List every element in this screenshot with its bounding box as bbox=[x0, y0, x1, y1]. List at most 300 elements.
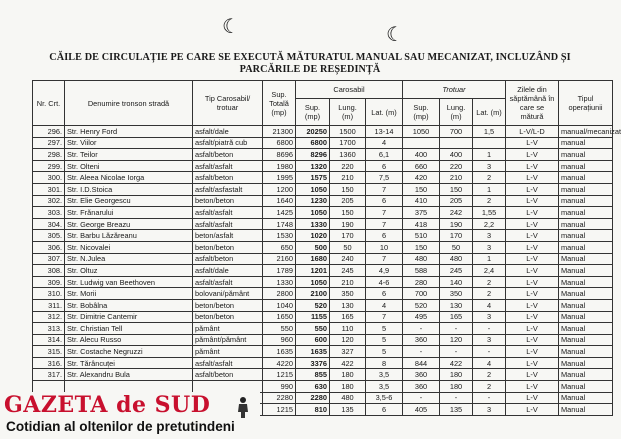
cell-t-lung: 700 bbox=[440, 126, 473, 138]
table-row bbox=[33, 334, 613, 346]
cell-op: Manual bbox=[559, 311, 613, 323]
cell-sup-tot: 1215 bbox=[263, 404, 296, 416]
cell-name: Str. Morii bbox=[65, 288, 193, 300]
cell-c-lung: 350 bbox=[330, 288, 366, 300]
cell-op: manual bbox=[559, 172, 613, 184]
cell-op: Manual bbox=[559, 404, 613, 416]
cell-c-lung: 165 bbox=[330, 311, 366, 323]
cell-c-lung: 1360 bbox=[330, 149, 366, 161]
table-row bbox=[33, 126, 613, 138]
cell-zile: L-V bbox=[506, 207, 559, 219]
table-row bbox=[33, 288, 613, 300]
cell-nr: 310. bbox=[33, 288, 65, 300]
cell-sup-tot: 2800 bbox=[263, 288, 296, 300]
cell-tip: beton/beton bbox=[193, 195, 263, 207]
cell-sup-tot: 1425 bbox=[263, 207, 296, 219]
cell-sup-tot: 1650 bbox=[263, 311, 296, 323]
cell-t-lat: 3 bbox=[473, 334, 506, 346]
cell-sup-tot: 6800 bbox=[263, 137, 296, 149]
cell-nr: 298. bbox=[33, 149, 65, 161]
cell-c-lat: 6 bbox=[366, 404, 403, 416]
cell-name: Str. Elie Georgescu bbox=[65, 195, 193, 207]
cell-c-lat: 6,1 bbox=[366, 149, 403, 161]
cell-tip: asfalt/beton bbox=[193, 369, 263, 381]
cell-tip: beton/asfalt bbox=[193, 230, 263, 242]
cell-t-sup: - bbox=[403, 323, 440, 335]
cell-t-lat: 1,55 bbox=[473, 207, 506, 219]
cell-t-sup: 405 bbox=[403, 404, 440, 416]
cell-name: Str. George Breazu bbox=[65, 218, 193, 230]
cell-t-lung: 350 bbox=[440, 288, 473, 300]
cell-tip: beton/beton bbox=[193, 299, 263, 311]
header-carosabil-lat: Lat. (m) bbox=[366, 99, 403, 126]
cell-tip: asfalt/beton bbox=[193, 149, 263, 161]
cell-zile: L-V bbox=[506, 404, 559, 416]
cell-op: manual bbox=[559, 195, 613, 207]
header-carosabil: Carosabil bbox=[296, 81, 403, 99]
logo-subtitle: Cotidian al oltenilor de pretutindeni bbox=[6, 419, 235, 434]
cell-c-sup: 500 bbox=[296, 241, 330, 253]
cell-nr: 313. bbox=[33, 323, 65, 335]
cell-name: Str. Dimitrie Cantemir bbox=[65, 311, 193, 323]
cell-t-sup: 588 bbox=[403, 265, 440, 277]
cell-c-lat: 7 bbox=[366, 311, 403, 323]
header-trotuar-lung: Lung. (m) bbox=[440, 99, 473, 126]
cell-t-lat: 2 bbox=[473, 369, 506, 381]
cell-t-lat: 3 bbox=[473, 241, 506, 253]
cell-name: Str. Ludwig van Beethoven bbox=[65, 276, 193, 288]
cell-c-sup: 1330 bbox=[296, 218, 330, 230]
cell-c-sup: 550 bbox=[296, 323, 330, 335]
cell-op: Manual bbox=[559, 299, 613, 311]
header-nr: Nr. Crt. bbox=[33, 81, 65, 126]
cell-t-sup: 375 bbox=[403, 207, 440, 219]
cell-c-lung: 180 bbox=[330, 381, 366, 393]
cell-nr: 312. bbox=[33, 311, 65, 323]
cell-t-lung bbox=[440, 137, 473, 149]
cell-tip: asfalt/asfalt bbox=[193, 218, 263, 230]
table-row bbox=[33, 230, 613, 242]
cell-t-sup: 360 bbox=[403, 369, 440, 381]
cell-zile: L-V bbox=[506, 288, 559, 300]
cell-c-lat: 4-6 bbox=[366, 276, 403, 288]
cell-op: Manual bbox=[559, 323, 613, 335]
cell-tip: pământ bbox=[193, 323, 263, 335]
cell-sup-tot: 1200 bbox=[263, 183, 296, 195]
cell-nr: 315. bbox=[33, 346, 65, 358]
cell-c-lung: 120 bbox=[330, 334, 366, 346]
cell-nr: 297. bbox=[33, 137, 65, 149]
cell-c-lung: 480 bbox=[330, 392, 366, 404]
cell-nr: 303. bbox=[33, 207, 65, 219]
cell-sup-tot: 8696 bbox=[263, 149, 296, 161]
cell-sup-tot: 1040 bbox=[263, 299, 296, 311]
cell-op: Manual bbox=[559, 392, 613, 404]
cell-t-lat: 2 bbox=[473, 276, 506, 288]
cell-c-sup: 600 bbox=[296, 334, 330, 346]
header-carosabil-lung: Lung. (m) bbox=[330, 99, 366, 126]
cell-t-lat: 2 bbox=[473, 195, 506, 207]
cell-t-lat: - bbox=[473, 346, 506, 358]
header-tipul-operatiunii: Tipul operațiunii bbox=[559, 81, 613, 126]
cell-c-sup: 1230 bbox=[296, 195, 330, 207]
cell-sup-tot: 990 bbox=[263, 381, 296, 393]
cell-name: Str. Viilor bbox=[65, 137, 193, 149]
cell-t-lat: 2,2 bbox=[473, 218, 506, 230]
cell-nr: 317. bbox=[33, 369, 65, 381]
cell-t-lat: 1 bbox=[473, 183, 506, 195]
cell-zile: L-V bbox=[506, 334, 559, 346]
cell-zile: L-V bbox=[506, 253, 559, 265]
cell-t-sup: 844 bbox=[403, 357, 440, 369]
cell-t-sup: 520 bbox=[403, 299, 440, 311]
cell-sup-tot: 550 bbox=[263, 323, 296, 335]
cell-t-sup: 418 bbox=[403, 218, 440, 230]
cell-name: Str. Teilor bbox=[65, 149, 193, 161]
table-row bbox=[33, 265, 613, 277]
cell-c-lung: 245 bbox=[330, 265, 366, 277]
cell-name: Str. Olteni bbox=[65, 160, 193, 172]
cell-tip: asfalt/beton bbox=[193, 172, 263, 184]
cell-c-lat: 6 bbox=[366, 230, 403, 242]
cell-nr: 309. bbox=[33, 276, 65, 288]
cell-name: Str. Nicovalei bbox=[65, 241, 193, 253]
cell-tip: pământ/pământ bbox=[193, 334, 263, 346]
cell-sup-tot: 1980 bbox=[263, 160, 296, 172]
cell-t-lung: 135 bbox=[440, 404, 473, 416]
cell-zile: L-V bbox=[506, 357, 559, 369]
table-row bbox=[33, 276, 613, 288]
table-row bbox=[33, 160, 613, 172]
cell-t-sup: - bbox=[403, 392, 440, 404]
cell-nr: 308. bbox=[33, 265, 65, 277]
cell-t-sup: 400 bbox=[403, 149, 440, 161]
cell-zile: L-V bbox=[506, 137, 559, 149]
cell-t-lat: - bbox=[473, 392, 506, 404]
cell-c-lung: 240 bbox=[330, 253, 366, 265]
cell-tip: asfalt/dale bbox=[193, 265, 263, 277]
cell-t-lung: - bbox=[440, 392, 473, 404]
cell-nr: 306. bbox=[33, 241, 65, 253]
crescent-moon-icon: ☾ bbox=[386, 22, 404, 46]
cell-name: Str. Christian Tell bbox=[65, 323, 193, 335]
cell-c-lung: 130 bbox=[330, 299, 366, 311]
cell-c-lat: 6 bbox=[366, 288, 403, 300]
cell-zile: L-V bbox=[506, 218, 559, 230]
cell-c-sup: 2100 bbox=[296, 288, 330, 300]
cell-c-lat: 7,5 bbox=[366, 172, 403, 184]
cell-zile: L-V bbox=[506, 230, 559, 242]
cell-t-lat: 2 bbox=[473, 288, 506, 300]
table-row bbox=[33, 137, 613, 149]
cell-t-lat: 4 bbox=[473, 299, 506, 311]
cell-c-lat: 4 bbox=[366, 299, 403, 311]
cell-c-lat: 8 bbox=[366, 357, 403, 369]
cell-c-sup: 1201 bbox=[296, 265, 330, 277]
cell-sup-tot: 4220 bbox=[263, 357, 296, 369]
cell-nr bbox=[33, 381, 65, 393]
cell-name: Str. Costache Negruzzi bbox=[65, 346, 193, 358]
cell-nr: 301. bbox=[33, 183, 65, 195]
table-row bbox=[33, 357, 613, 369]
cell-t-sup: 1050 bbox=[403, 126, 440, 138]
cell-c-lung: 135 bbox=[330, 404, 366, 416]
cell-t-lung: 130 bbox=[440, 299, 473, 311]
header-zile: Zilele din săptămână în care se mătură bbox=[506, 81, 559, 126]
table-row bbox=[33, 311, 613, 323]
cell-name: Str. Aleea Nicolae Iorga bbox=[65, 172, 193, 184]
cell-name: Str. Tărâncuței bbox=[65, 357, 193, 369]
cell-name: Str. I.D.Stoica bbox=[65, 183, 193, 195]
document-title: CĂILE DE CIRCULAȚIE PE CARE SE EXECUTĂ MĂTURATUL MANUAL SAU MECANIZAT, INCLUZÂND ȘI PARCĂRILE DE REȘEDINȚĂ bbox=[49, 52, 571, 75]
cell-op: Manual bbox=[559, 265, 613, 277]
cell-c-lat: 7 bbox=[366, 253, 403, 265]
cell-t-lat bbox=[473, 137, 506, 149]
table-row bbox=[33, 172, 613, 184]
cell-c-lung: 205 bbox=[330, 195, 366, 207]
cell-c-sup: 520 bbox=[296, 299, 330, 311]
cell-tip: asfalt/asfalt bbox=[193, 160, 263, 172]
crescent-moon-icon: ☾ bbox=[222, 14, 240, 38]
newspaper-logo bbox=[0, 392, 260, 439]
cell-sup-tot: 960 bbox=[263, 334, 296, 346]
table-row bbox=[33, 381, 613, 393]
cell-c-lat: 10 bbox=[366, 241, 403, 253]
cell-zile: L-V bbox=[506, 299, 559, 311]
cell-c-lat: 6 bbox=[366, 195, 403, 207]
cell-tip: asfalt/asfalt bbox=[193, 207, 263, 219]
cell-op: manual bbox=[559, 230, 613, 242]
cell-nr: 314. bbox=[33, 334, 65, 346]
cell-c-lung: 210 bbox=[330, 276, 366, 288]
cell-c-lat: 7 bbox=[366, 183, 403, 195]
cell-c-lung: 1500 bbox=[330, 126, 366, 138]
cell-t-lung: 165 bbox=[440, 311, 473, 323]
cell-op: manual bbox=[559, 218, 613, 230]
cell-t-sup: 280 bbox=[403, 276, 440, 288]
cell-sup-tot: 2160 bbox=[263, 253, 296, 265]
cell-zile: L-V bbox=[506, 160, 559, 172]
cell-c-lung: 422 bbox=[330, 357, 366, 369]
cell-c-lat: 5 bbox=[366, 346, 403, 358]
cell-tip: asfalt/beton bbox=[193, 253, 263, 265]
cell-zile: L-V bbox=[506, 311, 559, 323]
cell-name bbox=[65, 381, 193, 393]
cell-tip: bolovani/pământ bbox=[193, 288, 263, 300]
cell-sup-tot: 21300 bbox=[263, 126, 296, 138]
cell-t-sup: 495 bbox=[403, 311, 440, 323]
cell-t-sup: 660 bbox=[403, 160, 440, 172]
cell-c-lat: 4,9 bbox=[366, 265, 403, 277]
cell-nr: 296. bbox=[33, 126, 65, 138]
table-row bbox=[33, 346, 613, 358]
cell-op: manual bbox=[559, 183, 613, 195]
cell-tip: asfalt/asfalt bbox=[193, 357, 263, 369]
cell-c-lung: 1700 bbox=[330, 137, 366, 149]
cell-zile: L-V bbox=[506, 195, 559, 207]
table-row bbox=[33, 195, 613, 207]
cell-sup-tot: 1995 bbox=[263, 172, 296, 184]
table-row bbox=[33, 149, 613, 161]
cell-c-lung: 170 bbox=[330, 230, 366, 242]
cell-t-lung: 120 bbox=[440, 334, 473, 346]
cell-c-sup: 8296 bbox=[296, 149, 330, 161]
cell-c-sup: 1635 bbox=[296, 346, 330, 358]
cell-t-lung: 190 bbox=[440, 218, 473, 230]
cell-op: Manual bbox=[559, 346, 613, 358]
cell-c-lung: 190 bbox=[330, 218, 366, 230]
cell-name: Str. Frănarului bbox=[65, 207, 193, 219]
cell-t-lung: - bbox=[440, 346, 473, 358]
cell-c-sup: 3376 bbox=[296, 357, 330, 369]
cell-op: manual bbox=[559, 137, 613, 149]
cell-sup-tot: 650 bbox=[263, 241, 296, 253]
table-body bbox=[33, 126, 621, 416]
cell-zile: L-V bbox=[506, 149, 559, 161]
cell-t-lung: 180 bbox=[440, 369, 473, 381]
header-carosabil-sup: Sup. (mp) bbox=[296, 99, 330, 126]
cell-c-sup: 810 bbox=[296, 404, 330, 416]
cell-name: Str. Oltuz bbox=[65, 265, 193, 277]
cell-t-lat: 3 bbox=[473, 230, 506, 242]
cell-name: Str. Alecu Russo bbox=[65, 334, 193, 346]
cell-t-sup: 360 bbox=[403, 381, 440, 393]
cell-c-lat: 3,5 bbox=[366, 369, 403, 381]
cell-t-lat: 1 bbox=[473, 253, 506, 265]
table-row bbox=[33, 218, 613, 230]
cell-t-lung: 150 bbox=[440, 183, 473, 195]
cell-c-sup: 1020 bbox=[296, 230, 330, 242]
cell-sup-tot: 1530 bbox=[263, 230, 296, 242]
cell-op: manual bbox=[559, 149, 613, 161]
cell-t-sup: 480 bbox=[403, 253, 440, 265]
table-row bbox=[33, 241, 613, 253]
cell-c-sup: 855 bbox=[296, 369, 330, 381]
cell-c-lat: 7 bbox=[366, 218, 403, 230]
cell-zile: L-V bbox=[506, 369, 559, 381]
cell-name: Str. Bobâlna bbox=[65, 299, 193, 311]
cell-tip: beton/beton bbox=[193, 241, 263, 253]
cell-op: Manual bbox=[559, 253, 613, 265]
header-tip: Tip Carosabil/ trotuar bbox=[193, 81, 263, 126]
cell-op: manual bbox=[559, 241, 613, 253]
cell-op: Manual bbox=[559, 288, 613, 300]
cell-t-lung: 400 bbox=[440, 149, 473, 161]
cell-nr: 307. bbox=[33, 253, 65, 265]
cell-t-lung: 245 bbox=[440, 265, 473, 277]
cell-t-lung: 220 bbox=[440, 160, 473, 172]
cell-zile: L-V bbox=[506, 172, 559, 184]
cell-t-lat: 1,5 bbox=[473, 126, 506, 138]
cell-t-lung: 480 bbox=[440, 253, 473, 265]
cell-t-lung: 50 bbox=[440, 241, 473, 253]
cell-sup-tot: 1640 bbox=[263, 195, 296, 207]
cell-c-sup: 6800 bbox=[296, 137, 330, 149]
cell-c-sup: 630 bbox=[296, 381, 330, 393]
cell-c-sup: 1680 bbox=[296, 253, 330, 265]
cell-t-sup: 510 bbox=[403, 230, 440, 242]
cell-op: manual bbox=[559, 160, 613, 172]
cell-c-lung: 180 bbox=[330, 369, 366, 381]
cell-t-lat: - bbox=[473, 323, 506, 335]
cell-t-sup: - bbox=[403, 346, 440, 358]
table-row bbox=[33, 183, 613, 195]
cell-c-lat: 3,5 bbox=[366, 381, 403, 393]
table-row bbox=[33, 323, 613, 335]
cell-c-lat: 7 bbox=[366, 207, 403, 219]
mascot-figure-icon bbox=[236, 396, 250, 418]
table-row bbox=[33, 299, 613, 311]
cell-zile: L-V/L-D bbox=[506, 126, 559, 138]
cell-op: Manual bbox=[559, 276, 613, 288]
logo-title: GAZETA de SUD bbox=[4, 392, 211, 418]
cell-sup-tot: 1635 bbox=[263, 346, 296, 358]
cell-c-lat: 4 bbox=[366, 137, 403, 149]
cell-zile: L-V bbox=[506, 392, 559, 404]
cell-c-lung: 50 bbox=[330, 241, 366, 253]
cell-c-sup: 1320 bbox=[296, 160, 330, 172]
cell-tip bbox=[193, 381, 263, 393]
cell-zile: L-V bbox=[506, 265, 559, 277]
table-row bbox=[33, 253, 613, 265]
cell-tip: pământ bbox=[193, 346, 263, 358]
cell-t-lung: - bbox=[440, 323, 473, 335]
cell-t-sup: 360 bbox=[403, 334, 440, 346]
cell-nr: 302. bbox=[33, 195, 65, 207]
cell-tip: asfalt/asfalt bbox=[193, 276, 263, 288]
header-trotuar-sup: Sup. (mp) bbox=[403, 99, 440, 126]
cell-name: Str. N.Julea bbox=[65, 253, 193, 265]
cell-t-lung: 170 bbox=[440, 230, 473, 242]
cell-nr: 304. bbox=[33, 218, 65, 230]
cell-c-sup: 1050 bbox=[296, 207, 330, 219]
cell-zile: L-V bbox=[506, 183, 559, 195]
cell-t-sup: 700 bbox=[403, 288, 440, 300]
cell-c-lung: 220 bbox=[330, 160, 366, 172]
cell-c-sup: 20250 bbox=[296, 126, 330, 138]
cell-t-lat: 2 bbox=[473, 381, 506, 393]
header-sup-totala: Sup. Totală (mp) bbox=[263, 81, 296, 126]
cell-zile: L-V bbox=[506, 276, 559, 288]
cell-zile: L-V bbox=[506, 241, 559, 253]
cell-t-sup: 150 bbox=[403, 183, 440, 195]
header-denumire: Denumire tronson stradă bbox=[65, 81, 193, 126]
cell-op: Manual bbox=[559, 369, 613, 381]
cell-t-sup bbox=[403, 137, 440, 149]
cell-nr: 316. bbox=[33, 357, 65, 369]
cell-t-lat: 3 bbox=[473, 311, 506, 323]
cell-zile: L-V bbox=[506, 381, 559, 393]
cell-c-lat: 3,5-6 bbox=[366, 392, 403, 404]
cell-tip: asfalt/dale bbox=[193, 126, 263, 138]
cell-nr: 305. bbox=[33, 230, 65, 242]
cell-op: manual bbox=[559, 207, 613, 219]
cell-tip: asfalt/asfastalt bbox=[193, 183, 263, 195]
cell-c-sup: 1050 bbox=[296, 276, 330, 288]
cell-nr: 300. bbox=[33, 172, 65, 184]
cell-t-sup: 410 bbox=[403, 195, 440, 207]
cell-op: Manual bbox=[559, 381, 613, 393]
table-row bbox=[33, 207, 613, 219]
cell-c-sup: 1155 bbox=[296, 311, 330, 323]
header-trotuar-lat: Lat. (m) bbox=[473, 99, 506, 126]
cell-nr: 299. bbox=[33, 160, 65, 172]
cell-c-sup: 1575 bbox=[296, 172, 330, 184]
cell-t-lung: 205 bbox=[440, 195, 473, 207]
cell-c-lat: 6 bbox=[366, 160, 403, 172]
cell-zile: L-V bbox=[506, 346, 559, 358]
cell-c-lat: 13-14 bbox=[366, 126, 403, 138]
